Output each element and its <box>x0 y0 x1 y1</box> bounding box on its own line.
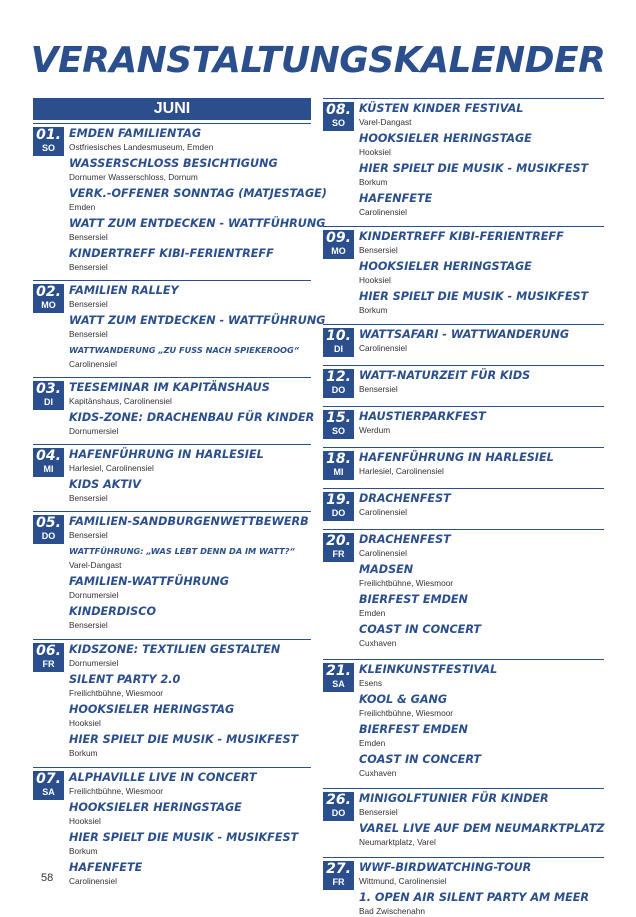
date-badge <box>33 381 64 410</box>
event-title: HOOKSIELER HERINGSTAG <box>69 703 235 716</box>
event-location: Carolinensiel <box>359 207 407 217</box>
date-number: 04. <box>36 448 61 464</box>
event-list <box>69 514 311 631</box>
date-number: 05. <box>36 515 61 531</box>
date-badge <box>323 230 354 259</box>
weekday: DO <box>331 808 346 818</box>
weekday: MO <box>331 246 346 256</box>
event-title: KIDS-ZONE: DRACHENBAU FÜR KINDER <box>69 411 315 424</box>
event-location: Hooksiel <box>69 718 101 728</box>
event-location: Hooksiel <box>359 147 391 157</box>
weekday: FR <box>332 877 345 887</box>
event-title: KÜSTEN KINDER FESTIVAL <box>359 102 524 115</box>
event-location: Dornumer Wasserschloss, Dornum <box>69 172 198 182</box>
weekday: MI <box>43 464 54 474</box>
event-location: Bad Zwischenahn <box>359 906 425 916</box>
event-location: Emden <box>69 202 96 212</box>
event-list <box>359 662 604 779</box>
event-list <box>69 380 315 437</box>
event-location: Varel-Dangast <box>69 560 122 570</box>
date-badge <box>323 861 354 890</box>
event-title: MINIGOLFTUNIER FÜR KINDER <box>359 792 549 805</box>
date-number: 26. <box>326 792 351 808</box>
date-number: 06. <box>36 643 61 659</box>
month-header: JUNI <box>33 98 311 120</box>
date-badge <box>323 451 354 480</box>
calendar-column-left <box>33 98 327 887</box>
event-title: VERK.-OFFENER SONNTAG (MATJESTAGE) <box>69 187 327 200</box>
date-badge <box>33 448 64 477</box>
date-badge <box>323 533 354 562</box>
event-location: Harlesiel, Carolinensiel <box>359 466 444 476</box>
event-list <box>359 791 604 848</box>
event-location: Carolinensiel <box>69 876 117 886</box>
day-entry <box>323 788 604 848</box>
event-title: KINDERTREFF KIBI-FERIENTREFF <box>69 247 274 260</box>
event-location: Neumarktplatz, Varel <box>359 837 436 847</box>
date-number: 15. <box>326 410 351 426</box>
day-entry <box>323 98 604 218</box>
day-entry <box>33 767 311 887</box>
date-number: 10. <box>326 328 351 344</box>
day-entry <box>323 447 604 480</box>
event-title: 1. OPEN AIR SILENT PARTY AM MEER <box>359 891 590 904</box>
weekday: FR <box>332 549 345 559</box>
calendar-column-right <box>323 98 604 917</box>
event-location: Borkum <box>69 846 98 856</box>
event-list <box>359 368 604 398</box>
event-location: Carolinensiel <box>359 548 407 558</box>
day-entry <box>323 365 604 398</box>
date-badge <box>33 284 64 313</box>
event-location: Bensersiel <box>69 620 108 630</box>
event-location: Hooksiel <box>359 275 391 285</box>
event-title: HAFENFETE <box>69 861 143 874</box>
event-list <box>69 642 311 759</box>
event-location: Borkum <box>359 305 388 315</box>
day-entry <box>323 659 604 779</box>
weekday: DO <box>331 385 346 395</box>
weekday: SO <box>41 143 55 153</box>
event-title: WWF-BIRDWATCHING-TOUR <box>359 861 532 874</box>
event-title: FAMILIEN RALLEY <box>69 284 179 297</box>
event-list <box>359 229 604 316</box>
event-title: WATT ZUM ENTDECKEN - WATTFÜHRUNG <box>69 217 326 230</box>
date-number: 07. <box>36 771 61 787</box>
date-number: 01. <box>36 127 61 143</box>
event-title: WATT ZUM ENTDECKEN - WATTFÜHRUNG <box>69 314 326 327</box>
day-entry <box>323 529 604 649</box>
event-location: Freilichtbühne, Wiesmoor <box>69 688 164 698</box>
date-number: 21. <box>326 663 351 679</box>
event-location: Carolinensiel <box>359 343 407 353</box>
event-location: Freilichtbühne, Wiesmoor <box>359 578 454 588</box>
event-location: Bensersiel <box>69 299 108 309</box>
day-entry <box>33 444 311 504</box>
event-list <box>359 860 604 917</box>
date-badge <box>323 792 354 821</box>
event-location: Esens <box>359 678 383 688</box>
event-title: SILENT PARTY 2.0 <box>69 673 181 686</box>
weekday: FR <box>42 659 55 669</box>
event-title: KINDERTREFF KIBI-FERIENTREFF <box>359 230 564 243</box>
date-badge <box>33 771 64 800</box>
event-location: Dornumersiel <box>69 590 119 600</box>
date-number: 19. <box>326 492 351 508</box>
event-title: KLEINKUNSTFESTIVAL <box>359 663 498 676</box>
day-entry <box>323 406 604 439</box>
event-title: EMDEN FAMILIENTAG <box>69 127 202 140</box>
event-title: HAFENFÜHRUNG IN HARLESIEL <box>359 451 554 464</box>
event-location: Dornumersiel <box>69 426 119 436</box>
weekday: DO <box>41 531 56 541</box>
event-title: WATT-NATURZEIT FÜR KIDS <box>359 369 531 382</box>
event-location: Werdum <box>359 425 391 435</box>
event-location: Bensersiel <box>69 262 108 272</box>
event-location: Carolinensiel <box>69 359 117 369</box>
event-location: Bensersiel <box>359 384 398 394</box>
event-title: MADSEN <box>359 563 414 576</box>
day-entry <box>323 857 604 917</box>
date-badge <box>33 515 64 544</box>
date-badge <box>323 369 354 398</box>
event-list <box>69 447 311 504</box>
event-title: WASSERSCHLOSS BESICHTIGUNG <box>69 157 278 170</box>
event-location: Borkum <box>359 177 388 187</box>
day-entry <box>323 488 604 521</box>
event-title: HIER SPIELT DIE MUSIK - MUSIKFEST <box>359 290 589 303</box>
event-title: FAMILIEN-WATTFÜHRUNG <box>69 575 229 588</box>
weekday: SA <box>42 787 55 797</box>
event-title: BIERFEST EMDEN <box>359 593 468 606</box>
event-list <box>69 126 327 273</box>
event-list <box>359 327 604 357</box>
day-list-right <box>323 98 604 917</box>
event-location: Dornumersiel <box>69 658 119 668</box>
weekday: MO <box>41 300 56 310</box>
event-list <box>359 491 604 521</box>
event-location: Wittmund, Carolinensiel <box>359 876 447 886</box>
event-title: BIERFEST EMDEN <box>359 723 468 736</box>
date-badge <box>323 492 354 521</box>
event-title: HAUSTIERPARKFEST <box>359 410 486 423</box>
weekday: DO <box>331 508 346 518</box>
event-list <box>359 409 604 439</box>
date-badge <box>323 663 354 692</box>
page-title: VERANSTALTUNGSKALENDER <box>30 40 606 81</box>
date-number: 09. <box>326 230 351 246</box>
event-title: KINDERDISCO <box>69 605 156 618</box>
event-title: ALPHAVILLE LIVE IN CONCERT <box>69 771 257 784</box>
day-list-left <box>33 123 327 887</box>
event-location: Cuxhaven <box>359 638 397 648</box>
date-number: 20. <box>326 533 351 549</box>
event-title: KIDSZONE: TEXTILIEN GESTALTEN <box>69 643 281 656</box>
date-badge <box>33 643 64 672</box>
event-location: Varel-Dangast <box>359 117 412 127</box>
event-location: Hooksiel <box>69 816 101 826</box>
event-title: KIDS AKTIV <box>69 478 141 491</box>
weekday: SA <box>332 679 345 689</box>
event-title: FAMILIEN-SANDBURGENWETTBEWERB <box>69 515 309 528</box>
event-location: Bensersiel <box>69 329 108 339</box>
event-title: TEESEMINAR IM KAPITÄNSHAUS <box>69 381 270 394</box>
event-location: Freilichtbühne, Wiesmoor <box>359 708 454 718</box>
event-title: HIER SPIELT DIE MUSIK - MUSIKFEST <box>69 733 299 746</box>
event-location: Bensersiel <box>69 530 108 540</box>
event-location: Ostfriesisches Landesmuseum, Emden <box>69 142 214 152</box>
event-list <box>359 532 604 649</box>
event-title: HIER SPIELT DIE MUSIK - MUSIKFEST <box>69 831 299 844</box>
date-number: 12. <box>326 369 351 385</box>
event-title: WATTSAFARI - WATTWANDERUNG <box>359 328 570 341</box>
event-title: HOOKSIELER HERINGSTAGE <box>69 801 242 814</box>
day-entry <box>33 377 315 437</box>
weekday: DI <box>44 397 53 407</box>
weekday: MI <box>333 467 344 477</box>
date-number: 18. <box>326 451 351 467</box>
weekday: SO <box>331 426 345 436</box>
day-entry <box>33 123 327 273</box>
event-location: Kapitänshaus, Carolinensiel <box>69 396 172 406</box>
event-location: Emden <box>359 608 386 618</box>
weekday: DI <box>334 344 343 354</box>
date-badge <box>323 410 354 439</box>
day-entry <box>323 226 604 316</box>
event-location: Freilichtbühne, Wiesmoor <box>69 786 164 796</box>
event-list <box>69 283 326 370</box>
event-location: Cuxhaven <box>359 768 397 778</box>
event-location: Bensersiel <box>359 807 398 817</box>
event-title: WATTWANDERUNG „ZU FUSS NACH SPIEKEROOG“ <box>69 345 299 355</box>
date-number: 03. <box>36 381 61 397</box>
event-location: Borkum <box>69 748 98 758</box>
event-title: COAST IN CONCERT <box>359 753 482 766</box>
day-entry <box>33 639 311 759</box>
date-badge <box>323 102 354 131</box>
event-location: Bensersiel <box>69 493 108 503</box>
event-title: HAFENFETE <box>359 192 433 205</box>
date-badge <box>323 328 354 357</box>
event-location: Carolinensiel <box>359 507 407 517</box>
event-title: HIER SPIELT DIE MUSIK - MUSIKFEST <box>359 162 589 175</box>
event-title: WATTFÜHRUNG: „WAS LEBT DENN DA IM WATT?“ <box>69 546 295 556</box>
page-number: 58 <box>41 872 54 884</box>
date-number: 08. <box>326 102 351 118</box>
date-number: 27. <box>326 861 351 877</box>
event-location: Bensersiel <box>359 245 398 255</box>
event-list <box>69 770 311 887</box>
event-location: Emden <box>359 738 386 748</box>
day-entry <box>323 324 604 357</box>
event-location: Bensersiel <box>69 232 108 242</box>
date-badge <box>33 127 64 156</box>
date-number: 02. <box>36 284 61 300</box>
day-entry <box>33 511 311 631</box>
event-title: DRACHENFEST <box>359 492 451 505</box>
event-title: HOOKSIELER HERINGSTAGE <box>359 260 532 273</box>
event-list <box>359 101 604 218</box>
event-title: HAFENFÜHRUNG IN HARLESIEL <box>69 448 264 461</box>
weekday: SO <box>331 118 345 128</box>
event-title: COAST IN CONCERT <box>359 623 482 636</box>
event-title: KOOL & GANG <box>359 693 448 706</box>
event-title: VAREL LIVE AUF DEM NEUMARKTPLATZ <box>359 822 605 835</box>
event-title: DRACHENFEST <box>359 533 451 546</box>
event-title: HOOKSIELER HERINGSTAGE <box>359 132 532 145</box>
day-entry <box>33 280 326 370</box>
event-location: Harlesiel, Carolinensiel <box>69 463 154 473</box>
event-list <box>359 450 604 480</box>
